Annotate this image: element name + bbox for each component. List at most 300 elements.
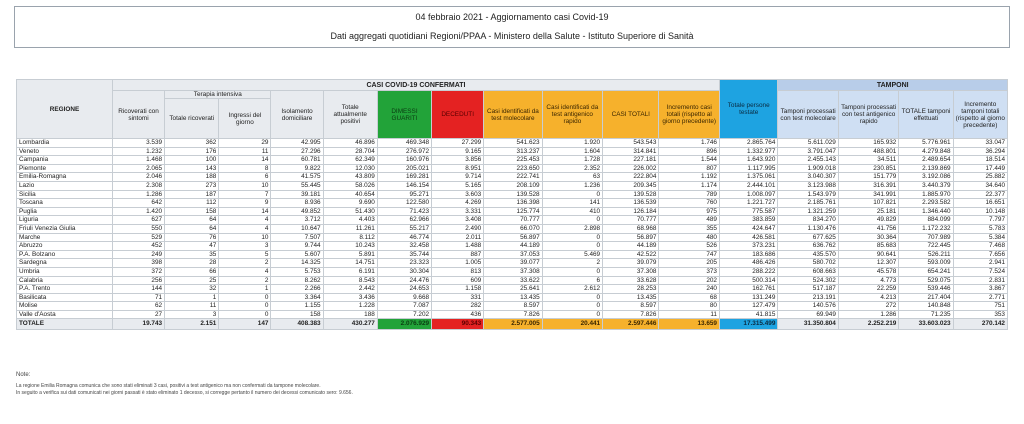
report-subtitle: Dati aggregati quotidiani Regioni/PPAA - Ministero della Salute - Istituto Superiore di Sanità: [330, 31, 694, 41]
value-cell: 0: [542, 233, 602, 242]
value-cell: 3.436: [323, 293, 377, 302]
region-cell: Sicilia: [17, 190, 113, 199]
value-cell: 80: [659, 302, 720, 311]
value-cell: 6: [542, 276, 602, 285]
totals-cell: 430.277: [323, 319, 377, 330]
value-cell: 58.026: [323, 181, 377, 190]
header-incremento-casi: Incremento casi totali (rispetto al giorno precedente): [659, 91, 720, 139]
value-cell: 500.314: [719, 276, 777, 285]
value-cell: 2.011: [432, 233, 484, 242]
value-cell: 5.783: [953, 224, 1007, 233]
table-row: [17, 216, 1008, 225]
value-cell: 188: [165, 173, 219, 182]
value-cell: 0: [542, 310, 602, 319]
table-row: [17, 242, 1008, 251]
region-cell: Basilicata: [17, 293, 113, 302]
value-cell: 32: [165, 285, 219, 294]
value-cell: 526.211: [899, 250, 953, 259]
value-cell: 609: [432, 276, 484, 285]
value-cell: 424.647: [719, 224, 777, 233]
value-cell: 1.346.440: [899, 207, 953, 216]
value-cell: 125.774: [484, 207, 542, 216]
value-cell: 28.704: [323, 147, 377, 156]
value-cell: 49.829: [838, 216, 898, 225]
value-cell: 139.528: [484, 190, 542, 199]
value-cell: 39.077: [484, 259, 542, 268]
value-cell: 62: [112, 302, 164, 311]
value-cell: 5.776.961: [899, 139, 953, 148]
table-row: [17, 267, 1008, 276]
value-cell: 677.625: [778, 233, 838, 242]
value-cell: 1.232: [112, 147, 164, 156]
value-cell: 183.686: [719, 250, 777, 259]
header-isolamento: Isolamento domiciliare: [271, 91, 323, 139]
table-row: [17, 302, 1008, 311]
value-cell: 11: [659, 310, 720, 319]
value-cell: 4.213: [838, 293, 898, 302]
table-row: [17, 250, 1008, 259]
header-terapia-band: Terapia intensiva: [165, 91, 271, 99]
table-row: [17, 181, 1008, 190]
value-cell: 71.235: [899, 310, 953, 319]
value-cell: 4.269: [432, 199, 484, 208]
value-cell: 46.774: [377, 233, 431, 242]
value-cell: 2: [542, 259, 602, 268]
value-cell: 373: [659, 267, 720, 276]
value-cell: 273: [165, 181, 219, 190]
value-cell: 834.270: [778, 216, 838, 225]
value-cell: 122.580: [377, 199, 431, 208]
value-cell: 64: [165, 216, 219, 225]
header-casi-antigenico: Casi identificati da test antigenico rapido: [542, 91, 602, 139]
value-cell: 90.641: [838, 250, 898, 259]
value-cell: 28: [165, 259, 219, 268]
value-cell: 580.702: [778, 259, 838, 268]
value-cell: 1.008.097: [719, 190, 777, 199]
value-cell: 209.345: [603, 181, 659, 190]
value-cell: 410: [542, 207, 602, 216]
value-cell: 2.444.101: [719, 181, 777, 190]
value-cell: 60.781: [271, 156, 323, 165]
value-cell: 1.643.920: [719, 156, 777, 165]
region-cell: Toscana: [17, 199, 113, 208]
value-cell: 25.641: [484, 285, 542, 294]
value-cell: 100: [165, 156, 219, 165]
value-cell: 18.514: [953, 156, 1007, 165]
value-cell: 1.174: [659, 181, 720, 190]
value-cell: 131.249: [719, 293, 777, 302]
value-cell: 139.528: [603, 190, 659, 199]
value-cell: 5.607: [271, 250, 323, 259]
header-deceduti: DECEDUTI: [432, 91, 484, 139]
value-cell: 25.882: [953, 173, 1007, 182]
value-cell: 8: [219, 164, 271, 173]
value-cell: 70.777: [484, 216, 542, 225]
value-cell: 5.753: [271, 267, 323, 276]
table-row: [17, 310, 1008, 319]
value-cell: 3.331: [432, 207, 484, 216]
value-cell: 2.490: [432, 224, 484, 233]
totals-cell: 20.441: [542, 319, 602, 330]
value-cell: 282: [432, 302, 484, 311]
value-cell: 143: [165, 164, 219, 173]
value-cell: 16.651: [953, 199, 1007, 208]
value-cell: 1.172.232: [899, 224, 953, 233]
value-cell: 158: [165, 207, 219, 216]
region-cell: Umbria: [17, 267, 113, 276]
value-cell: 3.856: [432, 156, 484, 165]
value-cell: 176: [165, 147, 219, 156]
value-cell: 223.650: [484, 164, 542, 173]
totals-cell: 408.383: [271, 319, 323, 330]
value-cell: 353: [953, 310, 1007, 319]
value-cell: 0: [542, 190, 602, 199]
value-cell: 76: [165, 233, 219, 242]
value-cell: 550: [112, 224, 164, 233]
value-cell: 43.809: [323, 173, 377, 182]
value-cell: 33.047: [953, 139, 1007, 148]
value-cell: 222.741: [484, 173, 542, 182]
notes-title: Note:: [16, 372, 31, 378]
value-cell: 8.112: [323, 233, 377, 242]
value-cell: 2.898: [542, 224, 602, 233]
header-totale-tamponi: TOTALE tamponi effettuati: [899, 91, 953, 139]
value-cell: 488.801: [838, 147, 898, 156]
value-cell: 2.139.869: [899, 164, 953, 173]
value-cell: 63: [542, 173, 602, 182]
value-cell: 205: [659, 259, 720, 268]
value-cell: 5.384: [953, 233, 1007, 242]
value-cell: 2.065: [112, 164, 164, 173]
value-cell: 49.852: [271, 207, 323, 216]
value-cell: 42.995: [271, 139, 323, 148]
header-incremento-tamponi: Incremento tamponi totali (rispetto al giorno precedente): [953, 91, 1007, 139]
value-cell: 37.053: [484, 250, 542, 259]
table-row: [17, 173, 1008, 182]
value-cell: 3.867: [953, 285, 1007, 294]
value-cell: 747: [659, 250, 720, 259]
value-cell: 654.241: [899, 267, 953, 276]
value-cell: 0: [542, 302, 602, 311]
value-cell: 213.191: [778, 293, 838, 302]
value-cell: 8.936: [271, 199, 323, 208]
value-cell: 144: [112, 285, 164, 294]
value-cell: 0: [542, 293, 602, 302]
totals-cell: 13.659: [659, 319, 720, 330]
value-cell: 8.597: [484, 302, 542, 311]
table-row: [17, 285, 1008, 294]
value-cell: 240: [659, 285, 720, 294]
value-cell: 1.005: [432, 259, 484, 268]
value-cell: 9.822: [271, 164, 323, 173]
value-cell: 3: [165, 310, 219, 319]
value-cell: 10.243: [323, 242, 377, 251]
value-cell: 1.117.995: [719, 164, 777, 173]
value-cell: 71: [112, 293, 164, 302]
value-cell: 249: [112, 250, 164, 259]
value-cell: 47: [165, 242, 219, 251]
totals-cell: 90.343: [432, 319, 484, 330]
value-cell: 2.771: [953, 293, 1007, 302]
totals-cell: 17.315.499: [719, 319, 777, 330]
value-cell: 28.253: [603, 285, 659, 294]
region-cell: Abruzzo: [17, 242, 113, 251]
region-cell: Molise: [17, 302, 113, 311]
value-cell: 25: [165, 276, 219, 285]
value-cell: 13.435: [603, 293, 659, 302]
value-cell: 813: [432, 267, 484, 276]
header-totale-persone: Totale persone testate: [719, 80, 777, 139]
value-cell: 760: [659, 199, 720, 208]
value-cell: 227.181: [603, 156, 659, 165]
table-row: [17, 224, 1008, 233]
value-cell: 5.891: [323, 250, 377, 259]
region-cell: P.A. Trento: [17, 285, 113, 294]
value-cell: 69.949: [778, 310, 838, 319]
table-row: [17, 190, 1008, 199]
value-cell: 36.294: [953, 147, 1007, 156]
table-row: [17, 293, 1008, 302]
value-cell: 188: [323, 310, 377, 319]
value-cell: 0: [219, 310, 271, 319]
totals-label: TOTALE: [17, 319, 113, 330]
value-cell: 66: [165, 267, 219, 276]
value-cell: 3.123.988: [778, 181, 838, 190]
value-cell: 362: [165, 139, 219, 148]
header-ricoverati: Ricoverati con sintomi: [112, 91, 164, 139]
value-cell: 1.236: [542, 181, 602, 190]
value-cell: 2.266: [271, 285, 323, 294]
value-cell: 1.544: [659, 156, 720, 165]
value-cell: 217.404: [899, 293, 953, 302]
value-cell: 3.364: [271, 293, 323, 302]
value-cell: 158: [271, 310, 323, 319]
value-cell: 256: [112, 276, 164, 285]
value-cell: 1.332.977: [719, 147, 777, 156]
value-cell: 14: [219, 156, 271, 165]
value-cell: 225.453: [484, 156, 542, 165]
value-cell: 187: [165, 190, 219, 199]
header-regione: REGIONE: [17, 80, 113, 139]
header-tamponi-band: TAMPONI: [778, 80, 1008, 91]
value-cell: 64: [165, 224, 219, 233]
value-cell: 707.989: [899, 233, 953, 242]
value-cell: 51.430: [323, 207, 377, 216]
value-cell: 22.377: [953, 190, 1007, 199]
value-cell: 608.663: [778, 267, 838, 276]
totals-cell: 2.577.005: [484, 319, 542, 330]
value-cell: 32.458: [377, 242, 431, 251]
value-cell: 3.040.307: [778, 173, 838, 182]
table-row: [17, 233, 1008, 242]
value-cell: 4.773: [838, 276, 898, 285]
value-cell: 41.815: [719, 310, 777, 319]
value-cell: 13.435: [484, 293, 542, 302]
value-cell: 27.296: [271, 147, 323, 156]
totals-cell: 19.743: [112, 319, 164, 330]
region-cell: Marche: [17, 233, 113, 242]
value-cell: 2.442: [323, 285, 377, 294]
value-cell: 1.488: [432, 242, 484, 251]
header-ingressi: Ingressi del giorno: [219, 99, 271, 139]
value-cell: 95.271: [377, 190, 431, 199]
value-cell: 372: [112, 267, 164, 276]
value-cell: 14: [219, 207, 271, 216]
header-casi-band: CASI COVID-19 CONFERMATI: [112, 80, 719, 91]
region-cell: P.A. Bolzano: [17, 250, 113, 259]
value-cell: 37.308: [484, 267, 542, 276]
value-cell: 162.761: [719, 285, 777, 294]
value-cell: 3: [219, 242, 271, 251]
value-cell: 1.130.476: [778, 224, 838, 233]
table-row: [17, 276, 1008, 285]
value-cell: 2.046: [112, 173, 164, 182]
value-cell: 107.821: [838, 199, 898, 208]
header-dimessi: DIMESSI GUARITI: [377, 91, 431, 139]
value-cell: 316.391: [838, 181, 898, 190]
value-cell: 5.469: [542, 250, 602, 259]
value-cell: 436: [432, 310, 484, 319]
region-cell: Lazio: [17, 181, 113, 190]
value-cell: 10: [219, 233, 271, 242]
value-cell: 469.348: [377, 139, 431, 148]
value-cell: 529: [112, 233, 164, 242]
value-cell: 896: [659, 147, 720, 156]
value-cell: 480: [659, 233, 720, 242]
value-cell: 435.570: [778, 250, 838, 259]
value-cell: 24.476: [377, 276, 431, 285]
value-cell: 2.308: [112, 181, 164, 190]
value-cell: 10: [219, 181, 271, 190]
value-cell: 12.307: [838, 259, 898, 268]
region-cell: Sardegna: [17, 259, 113, 268]
value-cell: 642: [112, 199, 164, 208]
value-cell: 7.656: [953, 250, 1007, 259]
totals-cell: 147: [219, 319, 271, 330]
value-cell: 160.976: [377, 156, 431, 165]
region-cell: Calabria: [17, 276, 113, 285]
value-cell: 41.756: [838, 224, 898, 233]
value-cell: 288.222: [719, 267, 777, 276]
value-cell: 165.932: [838, 139, 898, 148]
region-cell: Piemonte: [17, 164, 113, 173]
value-cell: 44.189: [603, 242, 659, 251]
header-casi-totali: CASI TOTALI: [603, 91, 659, 139]
value-cell: 30.304: [377, 267, 431, 276]
value-cell: 10.647: [271, 224, 323, 233]
value-cell: 2.293.582: [899, 199, 953, 208]
value-cell: 314.841: [603, 147, 659, 156]
value-cell: 11: [219, 147, 271, 156]
value-cell: 7.468: [953, 242, 1007, 251]
value-cell: 208.109: [484, 181, 542, 190]
header-casi-molecolare: Casi identificati da test molecolare: [484, 91, 542, 139]
value-cell: 722.445: [899, 242, 953, 251]
value-cell: 9: [219, 199, 271, 208]
value-cell: 2.941: [953, 259, 1007, 268]
value-cell: 41.575: [271, 173, 323, 182]
value-cell: 7.202: [377, 310, 431, 319]
table-row: [17, 199, 1008, 208]
value-cell: 9.690: [323, 199, 377, 208]
value-cell: 887: [432, 250, 484, 259]
value-cell: 341.991: [838, 190, 898, 199]
value-cell: 126.184: [603, 207, 659, 216]
value-cell: 3.539: [112, 139, 164, 148]
value-cell: 0: [542, 267, 602, 276]
value-cell: 33.628: [603, 276, 659, 285]
region-cell: Valle d'Aosta: [17, 310, 113, 319]
value-cell: 2.185.761: [778, 199, 838, 208]
value-cell: 23.323: [377, 259, 431, 268]
value-cell: 2.865.764: [719, 139, 777, 148]
value-cell: 37.308: [603, 267, 659, 276]
value-cell: 141: [542, 199, 602, 208]
value-cell: 7.087: [377, 302, 431, 311]
value-cell: 127.479: [719, 302, 777, 311]
value-cell: 7.524: [953, 267, 1007, 276]
value-cell: 29: [219, 139, 271, 148]
header-totale-ricoverati: Totale ricoverati: [165, 99, 219, 139]
value-cell: 14.325: [271, 259, 323, 268]
totals-cell: 2.151: [165, 319, 219, 330]
value-cell: 1.155: [271, 302, 323, 311]
value-cell: 807: [659, 164, 720, 173]
value-cell: 140.848: [899, 302, 953, 311]
value-cell: 0: [542, 216, 602, 225]
value-cell: 529.075: [899, 276, 953, 285]
value-cell: 517.187: [778, 285, 838, 294]
value-cell: 12.030: [323, 164, 377, 173]
value-cell: 4: [219, 267, 271, 276]
value-cell: 627: [112, 216, 164, 225]
value-cell: 7.826: [603, 310, 659, 319]
value-cell: 1: [165, 293, 219, 302]
value-cell: 486.426: [719, 259, 777, 268]
value-cell: 35.744: [377, 250, 431, 259]
value-cell: 39.181: [271, 190, 323, 199]
region-cell: Campania: [17, 156, 113, 165]
value-cell: 5.165: [432, 181, 484, 190]
value-cell: 56.897: [484, 233, 542, 242]
value-cell: 1.321.259: [778, 207, 838, 216]
header-tamponi-molecolare: Tamponi processati con test molecolare: [778, 91, 838, 139]
value-cell: 22.259: [838, 285, 898, 294]
region-cell: Friuli Venezia Giulia: [17, 224, 113, 233]
value-cell: 8.597: [603, 302, 659, 311]
value-cell: 1.746: [659, 139, 720, 148]
value-cell: 0: [219, 302, 271, 311]
value-cell: 0: [542, 242, 602, 251]
value-cell: 593.009: [899, 259, 953, 268]
value-cell: 34.640: [953, 181, 1007, 190]
value-cell: 636.762: [778, 242, 838, 251]
value-cell: 3.192.086: [899, 173, 953, 182]
region-cell: Puglia: [17, 207, 113, 216]
value-cell: 62.349: [323, 156, 377, 165]
value-cell: 2: [219, 276, 271, 285]
value-cell: 7: [219, 190, 271, 199]
value-cell: 55.217: [377, 224, 431, 233]
value-cell: 34.511: [838, 156, 898, 165]
value-cell: 4.279.848: [899, 147, 953, 156]
header-tamponi-antigenico: Tamponi processati con test antigenico rapido: [838, 91, 898, 139]
totals-cell: 31.350.804: [778, 319, 838, 330]
value-cell: 112: [165, 199, 219, 208]
value-cell: 373.231: [719, 242, 777, 251]
value-cell: 8.543: [323, 276, 377, 285]
value-cell: 4.403: [323, 216, 377, 225]
